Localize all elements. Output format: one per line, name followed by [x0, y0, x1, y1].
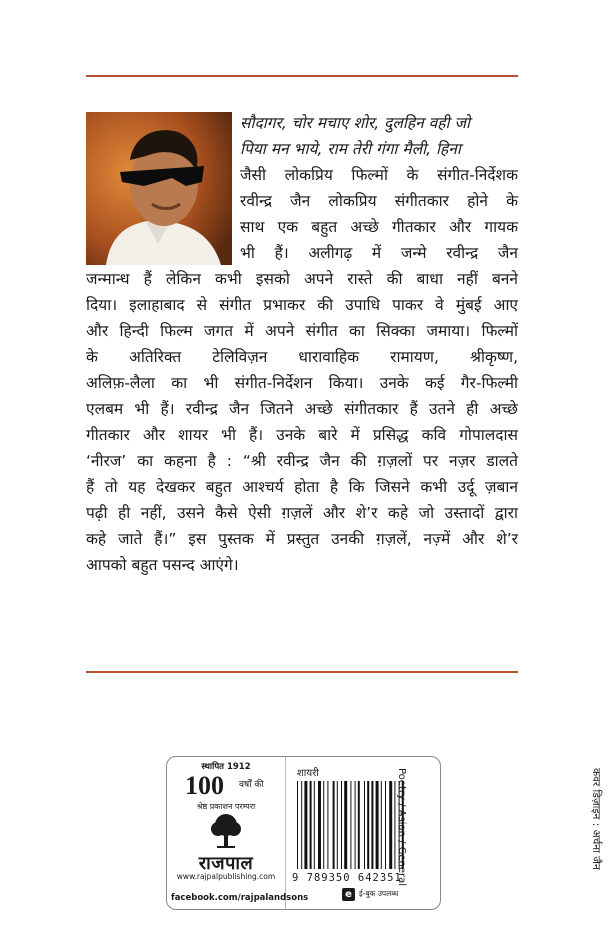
tradition-label: श्रेष्ठ प्रकाशन परम्परा [196, 802, 256, 811]
ebook-label: ई-बुक उपलब्ध [359, 889, 399, 898]
bio-line-15: हैं तो यह देखकर बहुत आश्चर्य होता है कि जिसने कभी उर्दू ज़बान [86, 478, 518, 496]
top-divider [86, 75, 518, 77]
bio-line-17: कहे जाते हैं।” इस पुस्तक में प्रस्तुत उनकी ग़ज़लें, नज़्में और शे’र [86, 530, 518, 548]
ebook-icon: e [342, 888, 355, 901]
bio-line-18: आपको बहुत पसन्द आएंगे। [86, 556, 239, 574]
genre-label: शायरी [297, 768, 319, 779]
bio-line-10: के अतिरिक्त टेलिविज़न धारावाहिक रामायण, श्रीकृष्ण, [86, 348, 518, 366]
bio-line-7: जन्मान्ध हैं लेकिन कभी इसको अपने रास्ते की बाधा नहीं बनने [86, 270, 518, 288]
bio-line-11: अलिफ़-लैला का भी संगीत-निर्देशन किया। उनके कई गैर-फिल्मी [86, 374, 518, 392]
publisher-brand: राजपाल [198, 853, 254, 874]
bio-line-3: जैसी लोकप्रिय फिल्मों के संगीत-निर्देशक [240, 166, 518, 184]
bio-line-9: और हिन्दी फिल्म जगत में अपने संगीत का सिक्का जमाया। फिल्मों [86, 322, 518, 340]
bio-line-4: रवीन्द्र जैन लोकप्रिय संगीतकार होने के [240, 192, 518, 210]
bio-line-5: साथ एक बहुत अच्छे गीतकार और गायक [240, 218, 518, 236]
isbn-text: 9 789350 642351 [292, 872, 402, 884]
bio-line-2: पिया मन भाये, राम तेरी गंगा मैली, हिना [240, 140, 461, 158]
bio-line-6: भी हैं। अलीगढ़ में जन्मे रवीन्द्र जैन [240, 244, 518, 262]
category-label: Poetry / Asian / General [396, 768, 407, 887]
bio-line-8: दिया। इलाहाबाद से संगीत प्रभाकर की उपाधि पाकर वे मुंबई आए [86, 296, 518, 314]
publisher-facebook: facebook.com/rajpalandsons [171, 893, 309, 903]
bio-line-14: ‘नीरज’ का कहना है : “श्री रवीन्द्र जैन की ग़ज़लों पर नज़र डालते [86, 452, 518, 470]
tree-logo-icon [209, 813, 243, 853]
bio-line-13: गीतकार और शायर भी हैं। उनके बारे में प्रसिद्ध कवि गोपालदास [86, 426, 518, 444]
bottom-divider [86, 671, 518, 673]
cover-credit: कवर डिज़ाइन : अर्चना जैन [590, 768, 602, 870]
established-label: स्थापित 1912 [201, 762, 251, 772]
years-label: वर्षों की [239, 780, 264, 790]
bio-line-12: एलबम भी हैं। रवीन्द्र जैन जितने अच्छे संगीतकार हैं उतने ही अच्छे [86, 400, 518, 418]
barcode-bars [295, 781, 427, 873]
bio-line-16: पढ़ी ही नहीं, उसने कैसे ऐसी ग़ज़लें और शे’र कहे जो उस्तादों द्वारा [86, 504, 518, 522]
publisher-website: www.rajpalpublishing.com [176, 872, 276, 881]
years-number: 100 [185, 771, 224, 800]
bio-line-1: सौदागर, चोर मचाए शोर, दुलहिन वही जो [240, 114, 470, 132]
author-photo [86, 112, 232, 265]
